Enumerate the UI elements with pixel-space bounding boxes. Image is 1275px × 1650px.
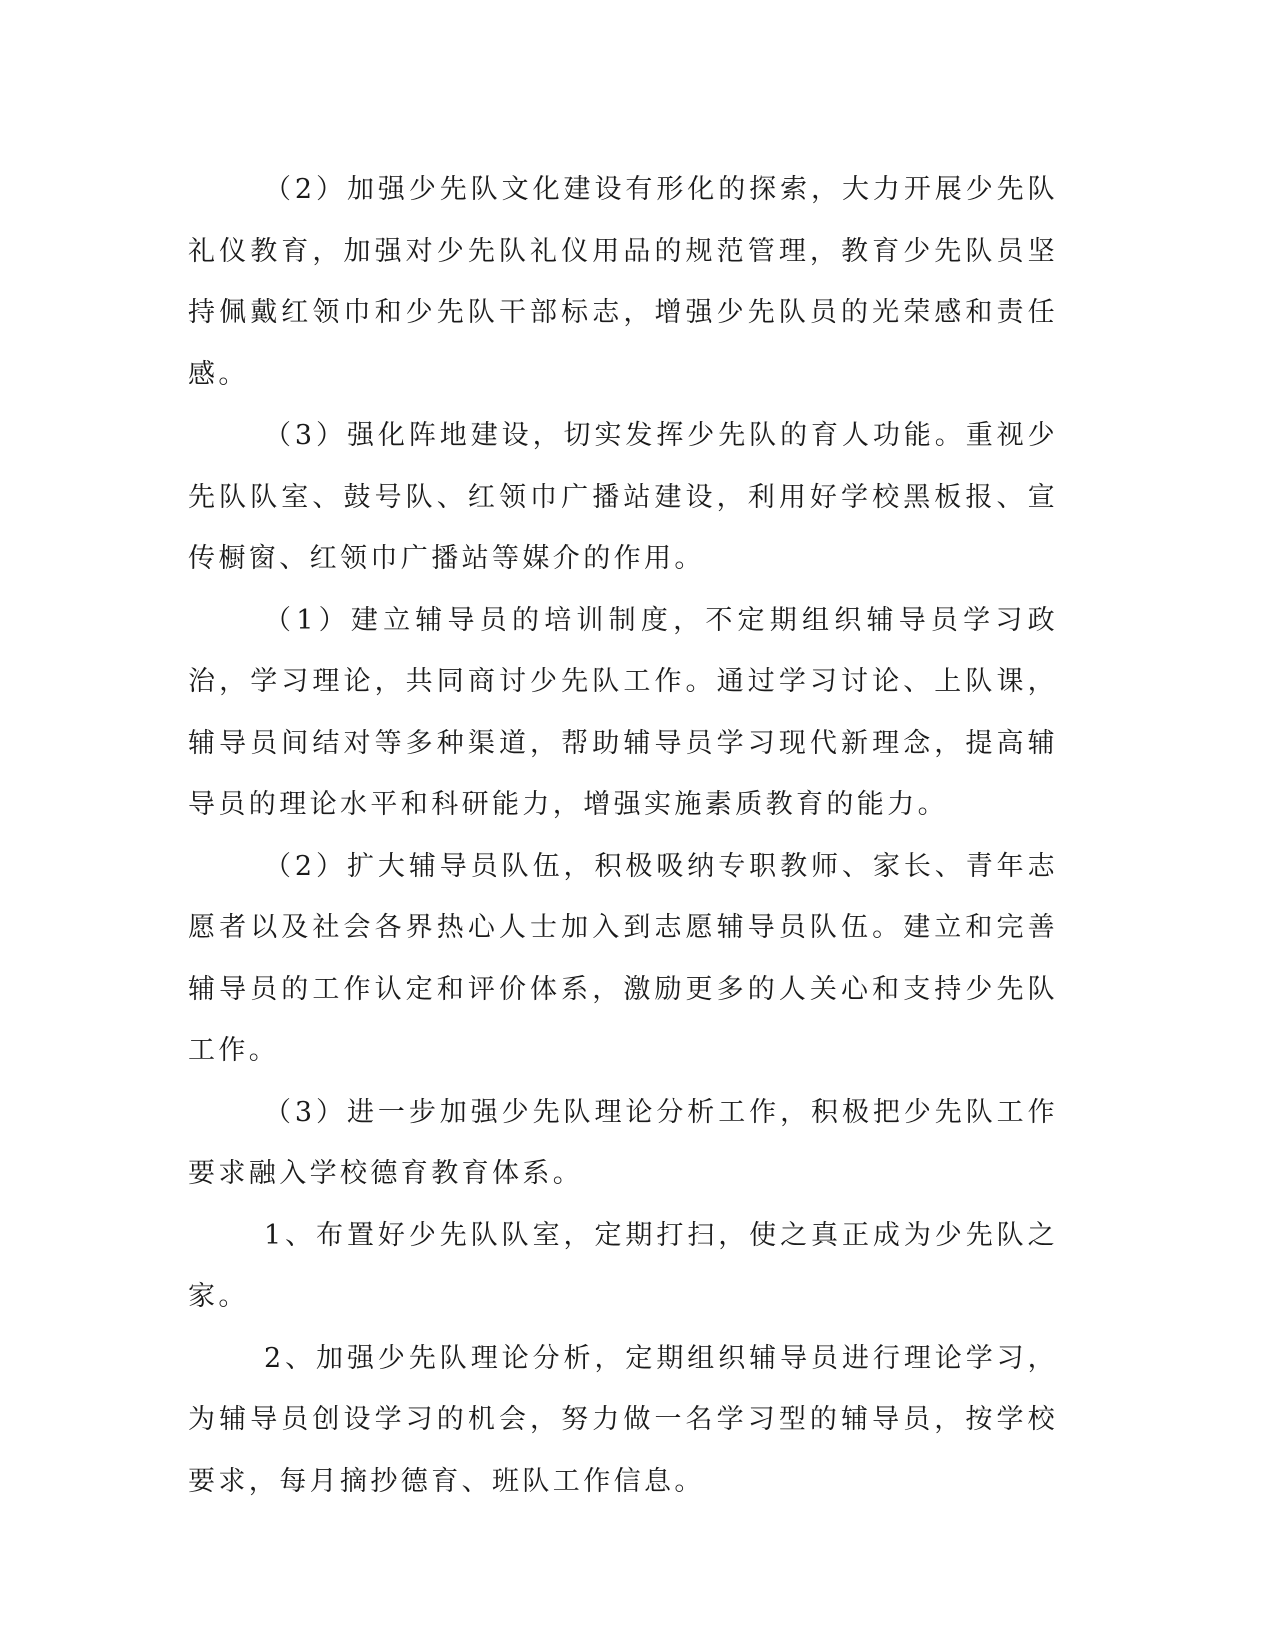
paragraph-theory-study: 2、加强少先队理论分析，定期组织辅导员进行理论学习，为辅导员创设学习的机会，努力做一名学习型的辅导员，按学校要求，每月摘抄德育、班队工作信息。 — [188, 1342, 1058, 1497]
paragraph-team-room: 1、布置好少先队队室，定期打扫，使之真正成为少先队之家。 — [188, 1219, 1058, 1312]
paragraph-theory-work: （3）进一步加强少先队理论分析工作，积极把少先队工作要求融入学校德育教育体系。 — [188, 1096, 1058, 1189]
document-body — [188, 159, 1058, 1512]
paragraph-counselor-team: （2）扩大辅导员队伍，积极吸纳专职教师、家长、青年志愿者以及社会各界热心人士加入到志愿辅导员队伍。建立和完善辅导员的工作认定和评价体系，激励更多的人关心和支持少先队工作。 — [188, 850, 1058, 1066]
paragraph-culture-building: （2）加强少先队文化建设有形化的探索，大力开展少先队礼仪教育，加强对少先队礼仪用品的规范管理，教育少先队员坚持佩戴红领巾和少先队干部标志，增强少先队员的光荣感和责任感。 — [188, 174, 1058, 390]
paragraph-counselor-training: （1）建立辅导员的培训制度，不定期组织辅导员学习政治，学习理论，共同商讨少先队工作。通过学习讨论、上队课，辅导员间结对等多种渠道，帮助辅导员学习现代新理念，提高辅导员的理论水平和科研能力，增强实施素质教育的能力。 — [188, 604, 1058, 820]
paragraph-position-building: （3）强化阵地建设，切实发挥少先队的育人功能。重视少先队队室、鼓号队、红领巾广播站建设，利用好学校黑板报、宣传橱窗、红领巾广播站等媒介的作用。 — [188, 420, 1058, 574]
